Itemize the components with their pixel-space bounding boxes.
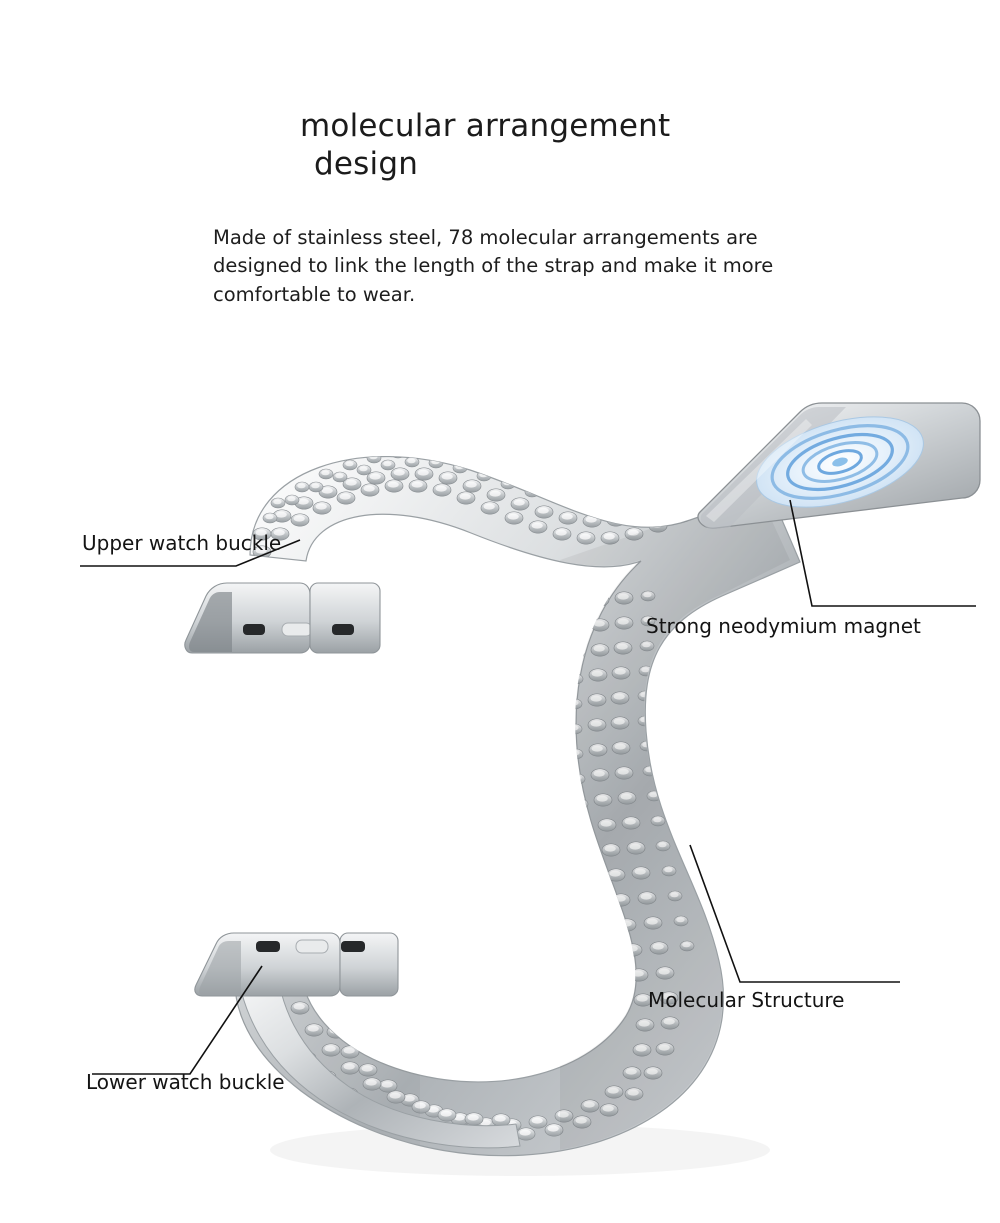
- page-title-line1: molecular arrangement: [300, 108, 671, 144]
- upper-watch-buckle: [185, 583, 380, 653]
- lower-watch-buckle: [195, 933, 398, 996]
- neodymium-magnet-clasp: [698, 400, 980, 529]
- page-description: Made of stainless steel, 78 molecular arrangements are designed to link the length of the strap and make it more comfortable to wear.: [213, 226, 774, 306]
- callout-label-lower-watch-buckle: Lower watch buckle: [86, 1070, 285, 1094]
- callout-label-upper-watch-buckle: Upper watch buckle: [82, 531, 282, 555]
- page-title-line2: design: [314, 145, 419, 182]
- callout-label-strong-neodymium-magnet: Strong neodymium magnet: [646, 614, 921, 638]
- callout-label-molecular-structure: Molecular Structure: [648, 988, 845, 1012]
- page-title: [300, 108, 920, 184]
